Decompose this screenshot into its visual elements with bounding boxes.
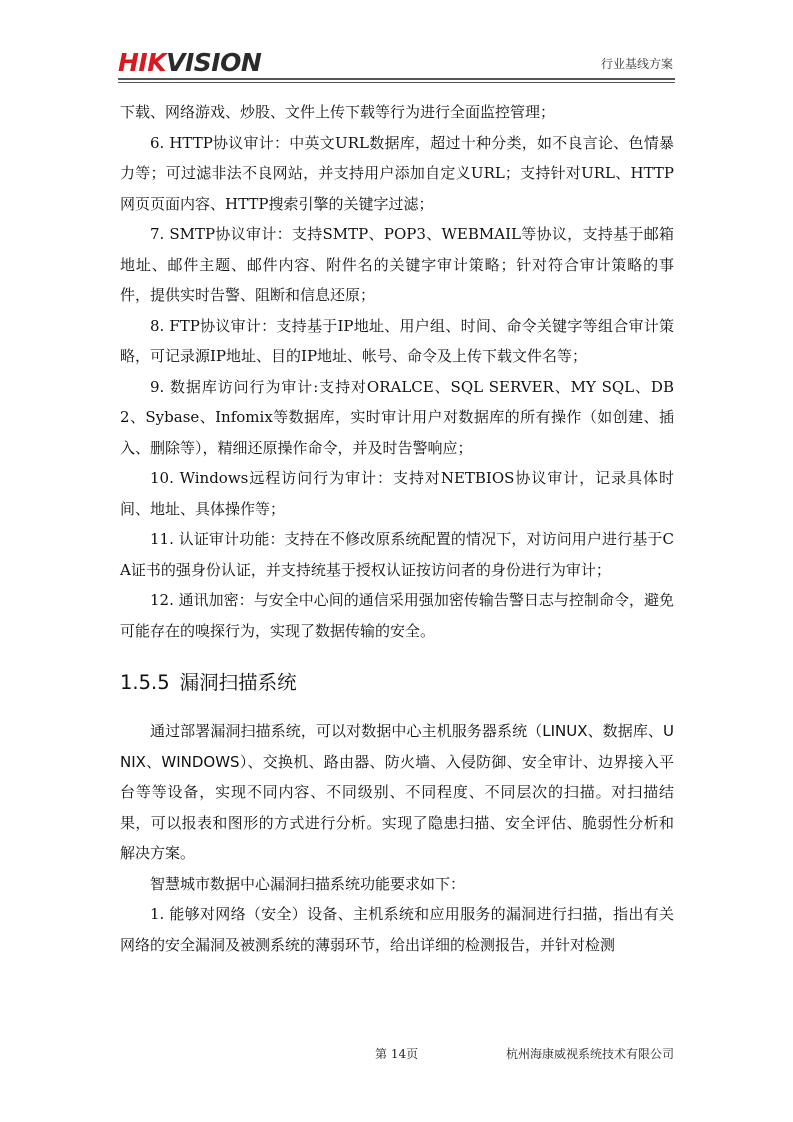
section-number: 1.5.5 bbox=[120, 671, 170, 694]
section-heading bbox=[120, 668, 674, 698]
header-rule-thin bbox=[118, 82, 675, 83]
section-title: 漏洞扫描系统 bbox=[179, 671, 297, 694]
document-title: 行业基线方案 bbox=[600, 57, 673, 71]
list-item-7-smtp-audit: 7. SMTP协议审计：支持SMTP、POP3、WEBMAIL等协议，支持基于邮箱地址、邮件主题、邮件内容、附件名的关键字审计策略；针对符合审计策略的事件，提供实时告警、阻断和信息还原； bbox=[120, 225, 674, 304]
page-number: 第 14页 bbox=[375, 1047, 419, 1061]
list-item-10-windows-audit: 10. Windows远程访问行为审计：支持对NETBIOS协议审计，记录具体时间、地址、具体操作等； bbox=[120, 469, 674, 518]
page-content bbox=[120, 97, 674, 960]
list-item-11-auth-audit: 11. 认证审计功能：支持在不修改原系统配置的情况下，对访问用户进行基于CA证书的强身份认证，并支持统基于授权认证按访问者的身份进行为审计； bbox=[120, 530, 674, 579]
company-name: 杭州海康威视系统技术有限公司 bbox=[505, 1047, 674, 1061]
paragraph-requirements: 智慧城市数据中心漏洞扫描系统功能要求如下： bbox=[150, 874, 466, 893]
list-item-6-http-audit: 6. HTTP协议审计：中英文URL数据库，超过十种分类，如不良言论、色情暴力等；可过滤非法不良网站，并支持用户添加自定义URL；支持针对URL、HTTP网页页面内容、HTTP搜索引擎的关键字过滤； bbox=[120, 133, 674, 213]
list-item-12-encryption: 12. 通讯加密：与安全中心间的通信采用强加密传输告警日志与控制命令，避免可能存在的嗅探行为，实现了数据传输的安全。 bbox=[120, 591, 674, 640]
page-footer bbox=[120, 1046, 674, 1062]
logo-text-vision: VISION bbox=[166, 48, 262, 77]
hikvision-logo bbox=[118, 48, 261, 78]
list-item-1-scan: 1. 能够对网络（安全）设备、主机系统和应用服务的漏洞进行扫描，指出有关网络的安全漏洞及被测系统的薄弱环节，给出详细的检测报告，并针对检测 bbox=[120, 905, 674, 954]
paragraph-continuation: 下载、网络游戏、炒股、文件上传下载等行为进行全面监控管理； bbox=[120, 103, 556, 121]
header-rule-thick bbox=[118, 78, 675, 80]
list-item-9-database-audit: 9. 数据库访问行为审计:支持对ORALCE、SQL SERVER、MY SQL、DB2、Sybase、Infomix等数据库，实时审计用户对数据库的所有操作（如创建、插入、删除等），精细还原操作命令，并及时告警响应； bbox=[120, 377, 674, 457]
logo-text-hik: HIK bbox=[118, 48, 167, 77]
list-item-8-ftp-audit: 8. FTP协议审计：支持基于IP地址、用户组、时间、命令关键字等组合审计策略，可记录源IP地址、目的IP地址、帐号、命令及上传下载文件名等； bbox=[120, 316, 674, 365]
paragraph-intro: 通过部署漏洞扫描系统，可以对数据中心主机服务器系统（LINUX、数据库、UNIX、WINDOWS）、交换机、路由器、防火墙、入侵防御、安全审计、边界接入平台等等设备，实现不同内容、不同级别、不同程度、不同层次的扫描。对扫描结果，可以报表和图形的方式进行分析。实现了隐患扫描、安全评估、脆弱性分析和解决方案。 bbox=[120, 722, 674, 862]
